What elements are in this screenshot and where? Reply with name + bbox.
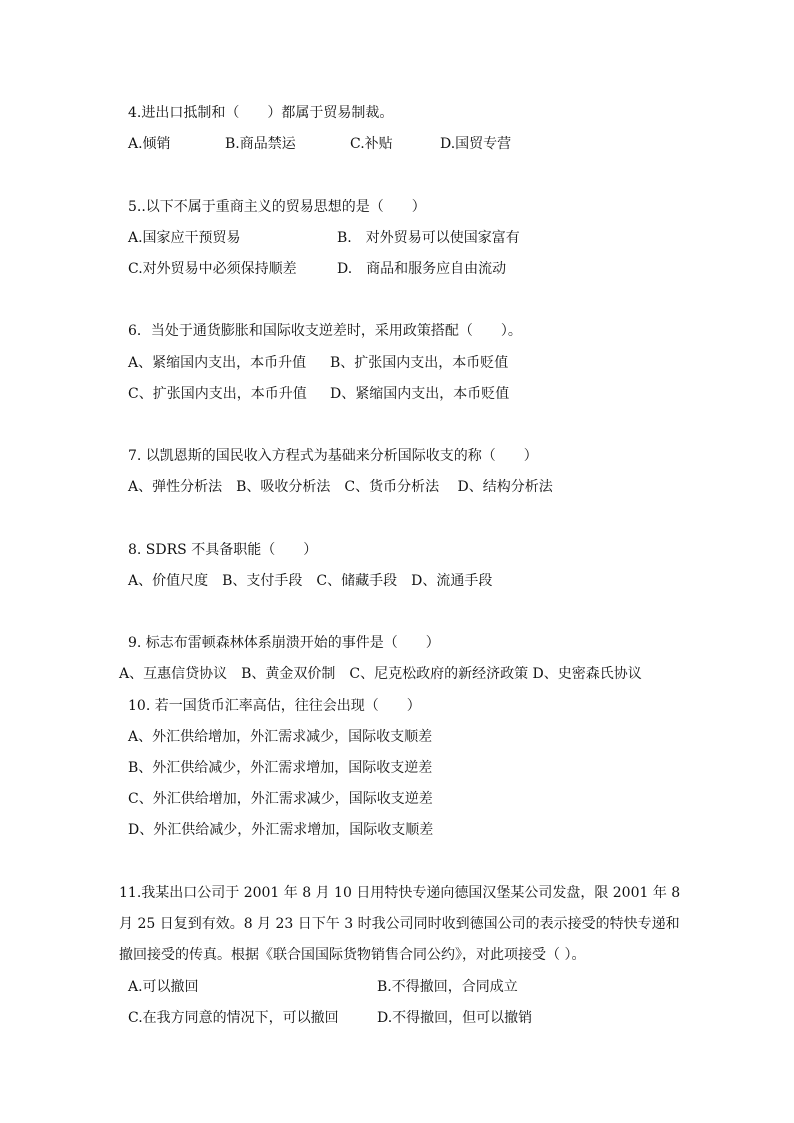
question-4-stem: 4.进出口抵制和（ ）都属于贸易制裁。 [128, 105, 394, 121]
question-5-option-c: C.对外贸易中必须保持顺差 [128, 261, 297, 277]
question-6-stem: 6．当处于通货膨胀和国际收支逆差时，采用政策搭配（ ）。 [128, 323, 522, 339]
question-5-stem: 5..以下不属于重商主义的贸易思想的是（ ） [128, 199, 426, 215]
question-7-options: A、弹性分析法 B、吸收分析法 C、货币分析法 D、结构分析法 [128, 479, 553, 495]
question-10-option-c: C、外汇供给增加，外汇需求减少，国际收支逆差 [128, 791, 433, 807]
question-10-stem: 10. 若一国货币汇率高估，往往会出现（ ） [128, 698, 421, 714]
question-5-option-d: D. 商品和服务应自由流动 [337, 261, 507, 277]
question-7-stem: 7. 以凯恩斯的国民收入方程式为基础来分析国际收支的称（ ） [128, 448, 538, 464]
question-11-option-d: D.不得撤回，但可以撤销 [377, 1010, 533, 1026]
question-11-stem-line-2: 月 25 日复到有效。8 月 23 日下午 3 时我公司同时收到德国公司的表示接受的特快专递和 [119, 916, 680, 932]
question-11-option-a: A.可以撤回 [128, 979, 199, 995]
question-5-option-b: B. 对外贸易可以使国家富有 [337, 230, 520, 246]
question-4-option-c: C.补贴 [350, 136, 393, 152]
question-10-option-b: B、外汇供给减少，外汇需求增加，国际收支逆差 [128, 760, 433, 776]
question-4-option-d: D.国贸专营 [440, 136, 512, 152]
question-6-option-b: B、扩张国内支出，本币贬值 [330, 355, 509, 371]
question-9-options: A、互惠信贷协议 B、黄金双价制 C、尼克松政府的新经济政策 D、史密森氏协议 [119, 666, 642, 682]
question-9-stem: 9. 标志布雷顿森林体系崩溃开始的事件是（ ） [128, 635, 440, 651]
question-8-options: A、价值尺度 B、支付手段 C、储藏手段 D、流通手段 [128, 573, 493, 589]
question-11-option-b: B.不得撤回，合同成立 [377, 979, 518, 995]
question-11-stem-line-3: 撤回接受的传真。根据《联合国国际货物销售合同公约》，对此项接受（ ）。 [119, 947, 586, 963]
question-11-stem-line-1: 11.我某出口公司于 2001 年 8 月 10 日用特快专递向德国汉堡某公司发盘，限 2001 年 8 [119, 885, 681, 901]
question-4-option-b: B.商品禁运 [225, 136, 296, 152]
question-6-option-a: A、紧缩国内支出，本币升值 [128, 355, 307, 371]
question-10-option-d: D、外汇供给减少，外汇需求增加，国际收支顺差 [128, 822, 434, 838]
question-6-option-d: D、紧缩国内支出，本币贬值 [330, 386, 510, 402]
question-10-option-a: A、外汇供给增加，外汇需求减少，国际收支顺差 [128, 729, 433, 745]
question-6-option-c: C、扩张国内支出，本币升值 [128, 386, 307, 402]
question-11-option-c: C.在我方同意的情况下，可以撤回 [128, 1010, 339, 1026]
question-8-stem: 8. SDRS 不具备职能（ ） [128, 542, 318, 558]
question-5-option-a: A.国家应干预贸易 [128, 230, 241, 246]
question-4-option-a: A.倾销 [128, 136, 171, 152]
